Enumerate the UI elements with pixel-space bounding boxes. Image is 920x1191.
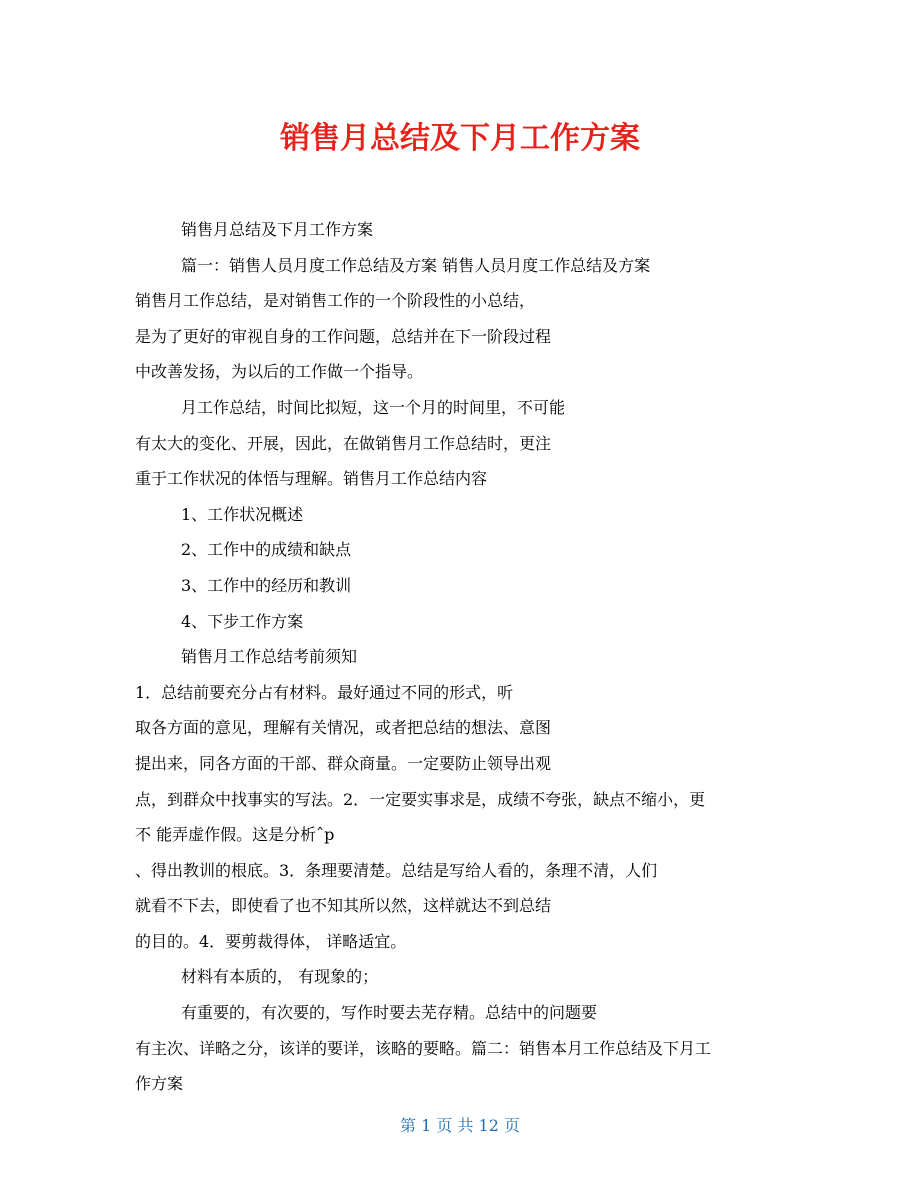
body-line: 销售月总结及下月工作方案 [181, 220, 374, 239]
body-line: 有重要的，有次要的，写作时要去芜存精。总结中的问题要 [181, 1003, 598, 1023]
body-line: 销售月工作总结考前须知 [181, 647, 358, 667]
body-line: 2、工作中的成绩和缺点 [181, 540, 352, 560]
body-line: 点，到群众中找事实的写法。2．一定要实事求是，成绩不夸张，缺点不缩小，更 [135, 789, 706, 809]
body-line: 就看不下去，即使看了也不知其所以然，这样就达不到总结 [135, 896, 552, 916]
document-title: 销售月总结及下月工作方案 [280, 121, 640, 156]
body-line: 不 能弄虚作假。这是分析ˆp [135, 825, 335, 845]
body-line: 提出来，同各方面的干部、群众商量。一定要防止领导出观 [135, 753, 552, 773]
body-line: 、得出教训的根底。3．条理要清楚。总结是写给人看的，条理不清，人们 [135, 860, 658, 880]
body-line: 重于工作状况的体悟与理解。销售月工作总结内容 [135, 469, 488, 489]
body-line: 3、工作中的经历和教训 [181, 575, 352, 595]
body-line: 取各方面的意见，理解有关情况，或者把总结的想法、意图 [135, 718, 552, 738]
body-line: 有主次、详略之分，该详的要详，该略的要略。篇二：销售本月工作总结及下月工 [135, 1038, 712, 1058]
body-line: 作方案 [135, 1074, 184, 1094]
body-line: 的目的。4．要剪裁得体， 详略适宜。 [135, 931, 407, 951]
body-line: 篇一：销售人员月度工作总结及方案 销售人员月度工作总结及方案 [181, 255, 651, 275]
body-line: 中改善发扬，为以后的工作做一个指导。 [135, 362, 424, 382]
body-line: 有太大的变化、开展，因此，在做销售月工作总结时，更注 [135, 433, 552, 453]
body-line: 材料有本质的， 有现象的； [181, 967, 379, 987]
document-body [135, 212, 795, 1102]
body-line: 1．总结前要充分占有材料。最好通过不同的形式，听 [135, 682, 514, 702]
body-line: 4、下步工作方案 [181, 611, 304, 631]
body-line: 月工作总结，时间比拟短，这一个月的时间里，不可能 [181, 397, 566, 417]
body-line: 是为了更好的审视自身的工作问题，总结并在下一阶段过程 [135, 326, 552, 346]
body-line: 1、工作状况概述 [181, 504, 304, 524]
body-line: 销售月工作总结，是对销售工作的一个阶段性的小总结， [135, 291, 536, 311]
page-footer: 第 1 页 共 12 页 [400, 1116, 520, 1135]
